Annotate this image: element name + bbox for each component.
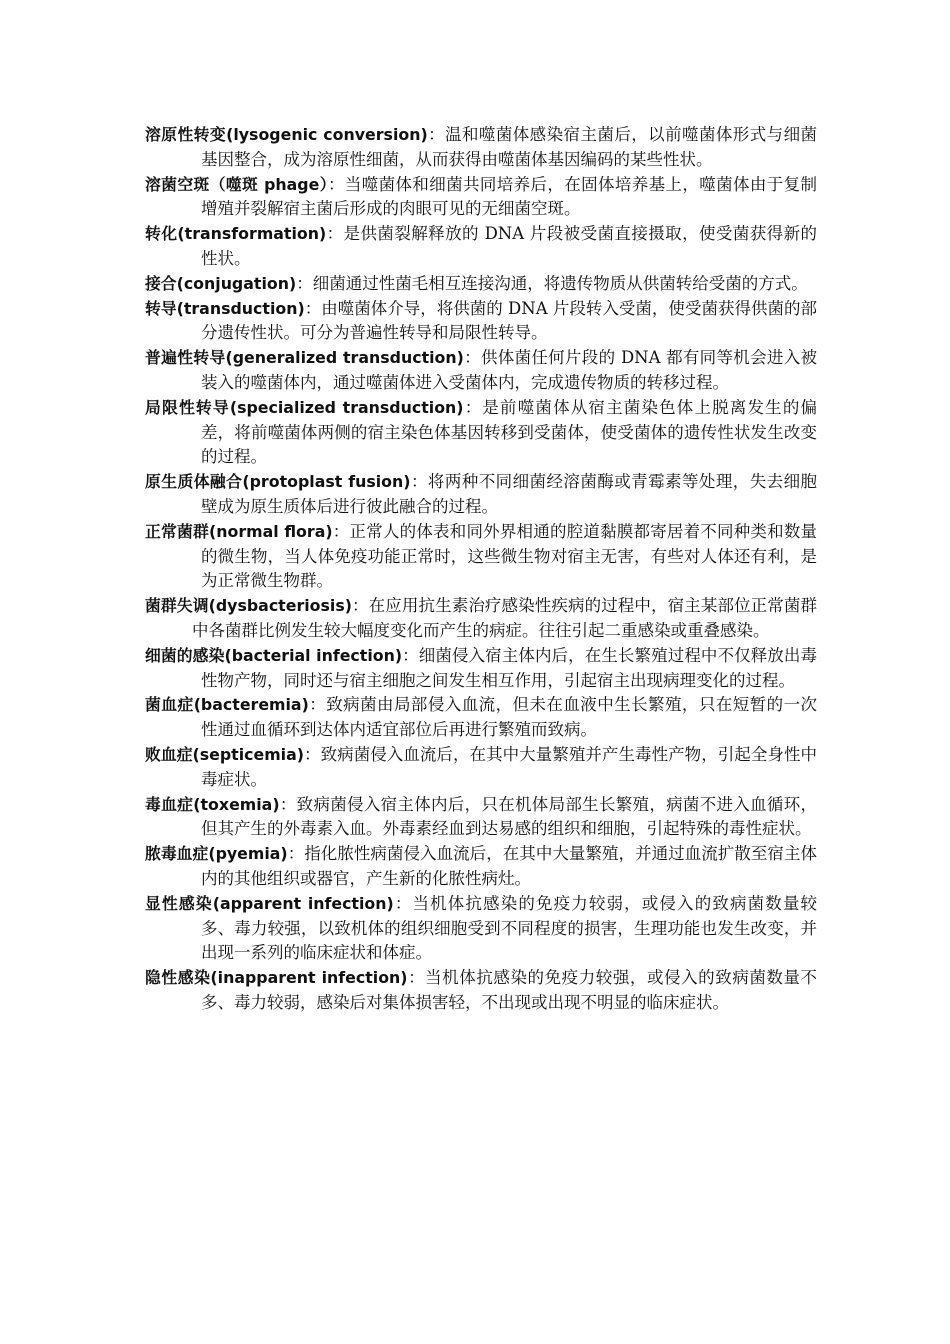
glossary-definition: 当机体抗感染的免疫力较弱，或侵入的致病菌数量较多、毒力较强，以致机体的组织细胞受到不同程度的损害，生理功能也发生改变，并出现一系列的临床症状和体症。 bbox=[201, 893, 818, 963]
glossary-definition: 致病菌侵入宿主体内后，只在机体局部生长繁殖，病菌不进入血循环，但其产生的外毒素入血。外毒素经血到达易感的组织和细胞，引起特殊的毒性症状。 bbox=[201, 794, 817, 839]
glossary-term: 溶菌空斑（噬斑 phage） bbox=[145, 174, 328, 194]
glossary-entry bbox=[145, 966, 817, 1016]
glossary-term: 细菌的感染(bacterial infection) bbox=[145, 645, 403, 665]
glossary-page bbox=[145, 123, 817, 1016]
glossary-term: 菌血症(bacteremia) bbox=[145, 695, 309, 715]
term-separator: ： bbox=[303, 744, 321, 764]
glossary-definition: 指化脓性病菌侵入血流后，在其中大量繁殖，并通过血流扩散至宿主体内的其他组织或器官，产生新的化脓性病灶。 bbox=[201, 844, 818, 888]
glossary-entry bbox=[145, 892, 817, 966]
glossary-definition: 细菌通过性菌毛相互连接沟通，将遗传物质从供菌转给受菌的方式。 bbox=[312, 273, 808, 293]
glossary-definition: 在应用抗生素治疗感染性疾病的过程中，宿主某部位正常菌群中各菌群比例发生较大幅度变化而产生的病症。往往引起二重感染或重叠感染。 bbox=[192, 596, 818, 640]
term-separator: ： bbox=[327, 174, 345, 194]
term-separator: ： bbox=[410, 472, 428, 492]
term-separator: ： bbox=[296, 273, 313, 293]
glossary-term: 接合(conjugation) bbox=[145, 273, 297, 293]
term-separator: ： bbox=[326, 224, 344, 244]
glossary-term: 转导(transduction) bbox=[145, 298, 305, 318]
glossary-definition: 正常人的体表和同外界相通的腔道黏膜都寄居着不同种类和数量的微生物，当人体免疫功能正常时，这些微生物对宿主无害，有些对人体还有利，是为正常微生物群。 bbox=[201, 521, 818, 591]
glossary-entry bbox=[145, 272, 817, 297]
glossary-definition: 将两种不同细菌经溶菌酶或青霉素等处理，失去细胞壁成为原生质体后进行彼此融合的过程。 bbox=[201, 472, 818, 516]
glossary-entry bbox=[145, 644, 817, 694]
term-separator: ： bbox=[427, 125, 446, 144]
term-separator: ： bbox=[308, 695, 327, 715]
glossary-definition: 供体菌任何片段的 DNA 都有同等机会进入被装入的噬菌体内，通过噬菌体进入受菌体内，完成遗传物质的转移过程。 bbox=[201, 348, 817, 392]
glossary-term: 隐性感染(inapparent infection) bbox=[145, 968, 408, 988]
glossary-entry bbox=[145, 346, 817, 396]
glossary-entry bbox=[145, 842, 817, 892]
glossary-term: 转化(transformation) bbox=[145, 224, 327, 244]
glossary-term: 原生质体融合(protoplast fusion) bbox=[145, 472, 411, 492]
term-separator: ： bbox=[304, 298, 322, 318]
glossary-definition: 当机体抗感染的免疫力较强，或侵入的致病菌数量不多、毒力较弱，感染后对集体损害轻，不出现或出现不明显的临床症状。 bbox=[201, 968, 818, 1012]
glossary-definition: 致病菌由局部侵入血流，但未在血液中生长繁殖，只在短暂的一次性通过血循环到达体内适宜部位后再进行繁殖而致病。 bbox=[201, 695, 818, 740]
term-separator: ： bbox=[351, 596, 369, 616]
glossary-definition: 致病菌侵入血流后，在其中大量繁殖并产生毒性产物，引起全身性中毒症状。 bbox=[201, 744, 818, 789]
glossary-term: 毒血症(toxemia) bbox=[145, 794, 280, 814]
glossary-definition: 温和噬菌体感染宿主菌后，以前噬菌体形式与细菌基因整合，成为溶原性细菌，从而获得由噬菌体基因编码的某些性状。 bbox=[201, 125, 818, 169]
glossary-definition: 是供菌裂解释放的 DNA 片段被受菌直接摄取，使受菌获得新的性状。 bbox=[201, 224, 818, 268]
glossary-term: 局限性转导(specialized transduction) bbox=[145, 397, 464, 417]
term-separator: ： bbox=[407, 968, 426, 988]
glossary-definition: 是前噬菌体从宿主菌染色体上脱离发生的偏差，将前噬菌体两侧的宿主染色体基因转移到受菌体，使受菌体的遗传性状发生改变的过程。 bbox=[201, 397, 818, 467]
glossary-entry bbox=[145, 173, 817, 223]
glossary-entry bbox=[145, 222, 817, 272]
term-separator: ： bbox=[393, 893, 413, 913]
glossary-entry bbox=[145, 297, 817, 347]
term-separator: ： bbox=[463, 348, 481, 368]
term-separator: ： bbox=[463, 397, 483, 417]
glossary-definition: 细菌侵入宿主体内后，在生长繁殖过程中不仅释放出毒性物产物，同时还与宿主细胞之间发生相互作用，引起宿主出现病理变化的过程。 bbox=[201, 645, 818, 690]
glossary-term: 菌群失调(dysbacteriosis) bbox=[145, 596, 352, 616]
glossary-entry bbox=[145, 743, 817, 793]
glossary-entry bbox=[145, 520, 817, 594]
glossary-definition: 由噬菌体介导，将供菌的 DNA 片段转入受菌，使受菌获得供菌的部分遗传性状。可分为普遍性转导和局限性转导。 bbox=[201, 298, 817, 343]
term-separator: ： bbox=[287, 844, 305, 864]
term-separator: ： bbox=[279, 794, 297, 814]
glossary-entry bbox=[145, 123, 817, 173]
term-separator: ： bbox=[402, 645, 419, 665]
glossary-definition: 当噬菌体和细菌共同培养后，在固体培养基上，噬菌体由于复制增殖并裂解宿主菌后形成的肉眼可见的无细菌空斑。 bbox=[201, 174, 818, 219]
glossary-entry bbox=[145, 793, 817, 843]
glossary-term: 溶原性转变(lysogenic conversion) bbox=[145, 125, 428, 144]
glossary-term: 脓毒血症(pyemia) bbox=[145, 844, 288, 864]
glossary-term: 败血症(septicemia) bbox=[145, 744, 304, 764]
term-separator: ： bbox=[332, 521, 350, 541]
glossary-term: 普遍性转导(generalized transduction) bbox=[145, 348, 464, 368]
glossary-term: 正常菌群(normal flora) bbox=[145, 521, 333, 541]
glossary-entry bbox=[145, 470, 817, 520]
glossary-entry bbox=[145, 693, 817, 743]
glossary-term: 显性感染(apparent infection) bbox=[145, 893, 394, 913]
glossary-entry bbox=[145, 594, 817, 644]
glossary-entry bbox=[145, 396, 817, 470]
